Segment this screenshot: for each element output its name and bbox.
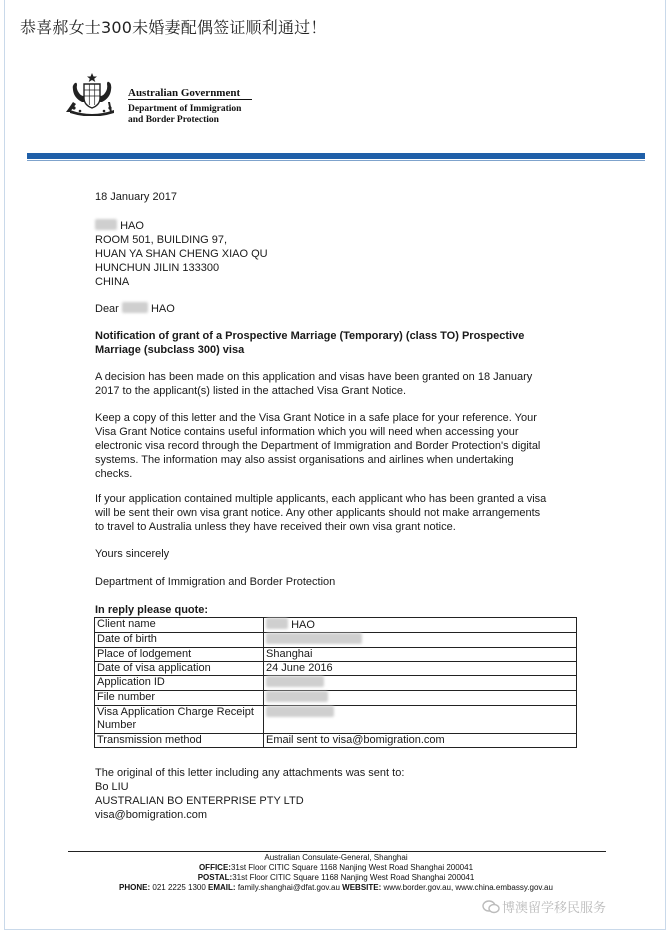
watermark-text: 博澳留学移民服务 <box>502 901 607 916</box>
table-value: 24 June 2016 <box>264 662 577 676</box>
redacted-value <box>266 691 328 702</box>
sent-to-name: Bo LIU <box>95 781 129 793</box>
table-row <box>95 648 577 662</box>
closing: Yours sincerely <box>95 548 170 560</box>
table-row <box>95 633 577 648</box>
addressee-block <box>95 219 268 289</box>
table-key: Date of visa application <box>95 662 264 676</box>
table-row <box>95 691 577 706</box>
table-row <box>95 618 577 633</box>
letter-date: 18 January 2017 <box>95 191 177 203</box>
sent-to-intro: The original of this letter including any attachments was sent to: <box>95 767 405 779</box>
table-key: Application ID <box>95 676 264 691</box>
header-bar-line <box>27 160 645 161</box>
table-value: Shanghai <box>264 648 577 662</box>
table-value <box>264 676 577 691</box>
redacted-given-name <box>95 219 117 230</box>
table-key: Client name <box>95 618 264 633</box>
table-value <box>264 633 577 648</box>
reference-table <box>94 617 577 748</box>
footer-postal: POSTAL:31st Floor CITIC Square 1168 Nanjing West Road Shanghai 200041 <box>197 873 475 882</box>
salutation: Dear HAO <box>95 303 175 315</box>
redacted-value <box>266 618 288 629</box>
header-bar <box>27 153 645 159</box>
department-line-1: Department of Immigration <box>128 104 242 114</box>
table-value: HAO <box>264 618 577 633</box>
address-line-3: HUNCHUN JILIN 133300 <box>95 262 220 274</box>
quote-heading: In reply please quote: <box>95 604 209 616</box>
addressee-name <box>95 219 268 233</box>
table-value <box>264 691 577 706</box>
table-value <box>264 706 577 734</box>
footer-office: OFFICE:31st Floor CITIC Square 1168 Nanjing West Road Shanghai 200041 <box>198 863 474 872</box>
sent-to-block <box>95 766 404 822</box>
paragraph-multiple-applicants: If your application contained multiple applicants, each applicant who has been granted a visa will be sent their own visa grant notice. Any other applicants should not make arrangements to travel to Australia unless they have received their own visa grant notice. <box>95 493 547 533</box>
redacted-value <box>266 676 324 687</box>
department-line-2: and Border Protection <box>128 115 219 125</box>
address-line-4: CHINA <box>95 276 130 288</box>
paragraph-keep-copy: Keep a copy of this letter and the Visa Grant Notice in a safe place for your reference. Your Visa Grant Notice contains useful information which you will need when accessing your electronic visa record through the Department of Immigration and Border Protection's digital systems. The information may also assist organisations and airlines when undertaking checks. <box>95 412 541 480</box>
table-key: Date of birth <box>95 633 264 648</box>
addressee-surname: HAO <box>120 220 144 232</box>
footer-contacts: PHONE: 021 2225 1300 EMAIL: family.shanghai@dfat.gov.au WEBSITE: www.border.gov.au, www.china.embassy.gov.au <box>119 883 553 892</box>
paragraph-decision: A decision has been made on this application and visas have been granted on 18 January 2017 to the applicant(s) listed in the attached Visa Grant Notice. <box>95 371 533 397</box>
table-key: Transmission method <box>95 734 264 748</box>
table-key: File number <box>95 691 264 706</box>
post-headline: 恭喜郝女士300未婚妻配偶签证顺利通过！ <box>20 18 327 37</box>
footer-rule <box>68 851 606 852</box>
address-line-1: ROOM 501, BUILDING 97, <box>95 234 228 246</box>
table-row <box>95 676 577 691</box>
coat-of-arms-icon <box>64 72 120 116</box>
table-row <box>95 662 577 676</box>
signoff: Department of Immigration and Border Protection <box>95 576 336 588</box>
table-key: Place of lodgement <box>95 648 264 662</box>
redacted-value <box>266 633 362 644</box>
sent-to-email: visa@bomigration.com <box>95 809 208 821</box>
redacted-value <box>266 706 334 717</box>
address-line-2: HUAN YA SHAN CHENG XIAO QU <box>95 248 268 260</box>
table-key: Visa Application Charge Receipt Number <box>95 706 264 734</box>
footer-consulate: Australian Consulate-General, Shanghai <box>264 853 408 862</box>
watermark <box>482 897 606 916</box>
sent-to-company: AUSTRALIAN BO ENTERPRISE PTY LTD <box>95 795 304 807</box>
table-row <box>95 734 577 748</box>
table-row <box>95 706 577 734</box>
government-name: Australian Government <box>128 87 241 99</box>
department-name <box>128 104 241 126</box>
redacted-salutation-name <box>122 302 148 313</box>
letterhead-rule <box>128 99 252 100</box>
letter-subject: Notification of grant of a Prospective Marriage (Temporary) (class TO) Prospective Marriage (subclass 300) visa <box>95 330 525 356</box>
table-value: Email sent to visa@bomigration.com <box>264 734 577 748</box>
wechat-icon <box>482 900 500 914</box>
